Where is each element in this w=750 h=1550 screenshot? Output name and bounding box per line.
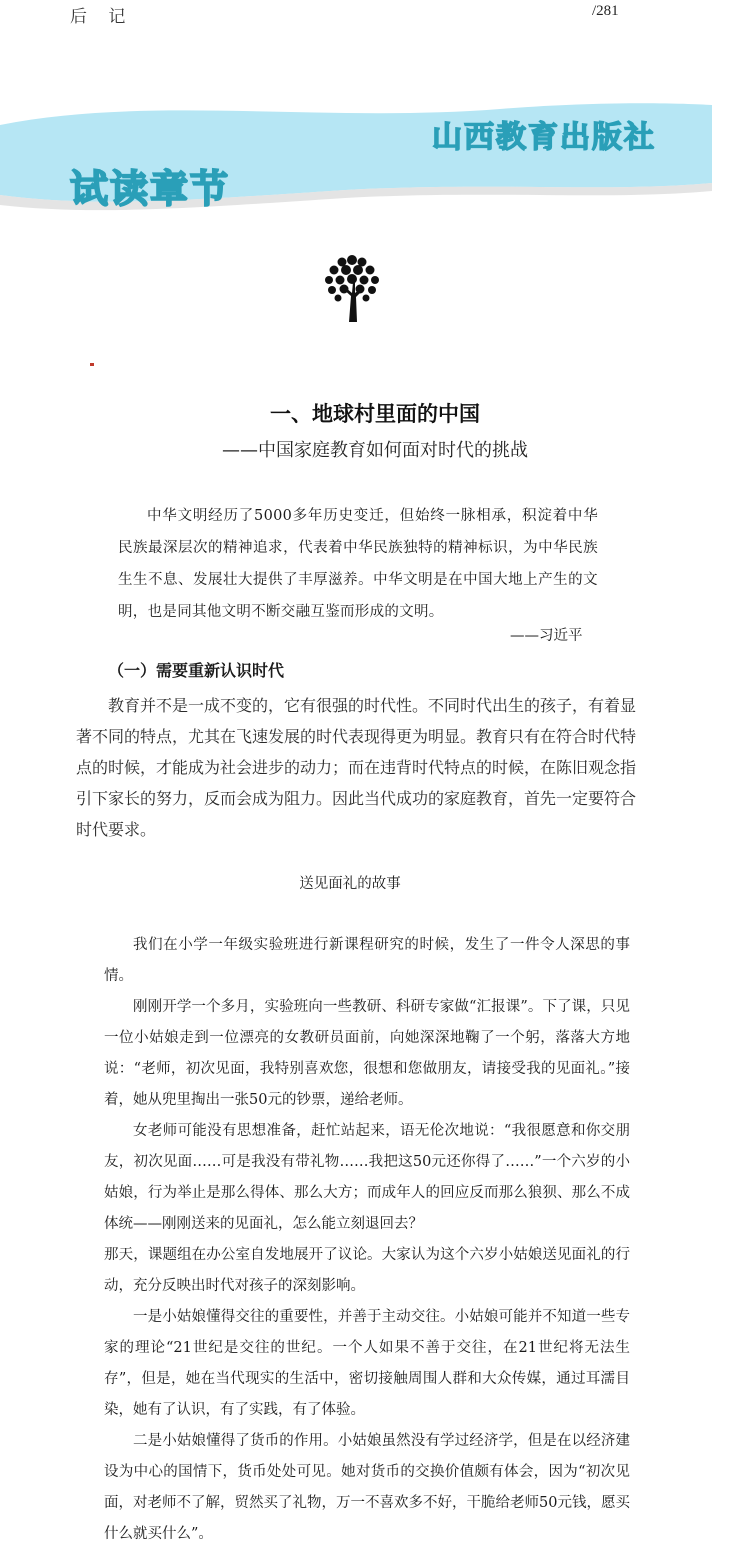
chapter-subtitle: ——中国家庭教育如何面对时代的挑战 — [222, 440, 528, 461]
story-title: 送见面礼的故事 — [299, 876, 401, 892]
story-point: 二是小姑娘懂得了货币的作用。小姑娘虽然没有学过经济学，但是在以经济建设为中心的国情下，货币处处可见。她对货币的交换价值颇有体会，因为“初次见面，对老师不了解，贸然买了礼物，万一不喜欢多不好，干脆给老师50元钱，愿买什么就买什么”。 — [104, 1433, 630, 1542]
story-paragraph: 女老师可能没有思想准备，赶忙站起来，语无伦次地说：“我很愿意和你交朋友，初次见面……可是我没有带礼物……我把这50元还你得了……”一个六岁的小姑娘，行为举止是那么得体、那么大方；而成年人的回应反而那么狼狈、那么不成体统——刚刚送来的见面礼，怎么能立刻退回去？ — [104, 1123, 630, 1232]
story-paragraph: 刚刚开学一个多月，实验班向一些教研、科研专家做“汇报课”。下了课，只见一位小姑娘走到一位漂亮的女教研员面前，向她深深地鞠了一个躬，落落大方地说：“老师，初次见面，我特别喜欢您，很想和您做朋友，请接受我的见面礼。”接着，她从兜里掏出一张50元的钞票，递给老师。 — [104, 999, 630, 1108]
chapter-title: 一、地球村里面的中国 — [270, 402, 480, 426]
story-paragraph: 那天，课题组在办公室自发地展开了议论。大家认为这个六岁小姑娘送见面礼的行动，充分反映出时代对孩子的深刻影响。 — [104, 1247, 630, 1294]
section-intro — [76, 690, 636, 845]
page-number: /281 — [592, 3, 619, 19]
tree-icon — [320, 252, 384, 324]
epigraph-text: 中华文明经历了5000多年历史变迁，但始终一脉相承，积淀着中华民族最深层次的精神追求，代表着中华民族独特的精神标识，为中华民族生生不息、发展壮大提供了丰厚滋养。中华文明是在中国大地上产生的文明，也是同其他文明不断交融互鉴而形成的文明。 — [118, 508, 598, 620]
red-dot-mark — [90, 363, 94, 366]
running-head-section: 后 记 — [70, 7, 134, 27]
publisher-name: 山西教育出版社 — [432, 120, 656, 155]
story-body — [104, 930, 630, 1550]
section-heading: （一）需要重新认识时代 — [108, 661, 285, 680]
intro-paragraph: 教育并不是一成不变的，它有很强的时代性。不同时代出生的孩子，有着显著不同的特点，尤其在飞速发展的时代表现得更为明显。教育只有在符合时代特点的时候，才能成为社会进步的动力；而在违背时代特点的时候，在陈旧观念指引下家长的努力，反而会成为阻力。因此当代成功的家庭教育，首先一定要符合时代要求。 — [76, 696, 637, 839]
story-point: 一是小姑娘懂得交往的重要性，并善于主动交往。小姑娘可能并不知道一些专家的理论“21世纪是交往的世纪。一个人如果不善于交往，在21世纪将无法生存”，但是，她在当代现实的生活中，密切接触周围人群和大众传媒，通过耳濡目染，她有了认识，有了实践，有了体验。 — [104, 1309, 630, 1418]
epigraph-quote — [118, 500, 598, 628]
sample-chapter-label: 试读章节 — [70, 167, 231, 211]
story-paragraph: 我们在小学一年级实验班进行新课程研究的时候，发生了一件令人深思的事情。 — [104, 937, 630, 984]
epigraph-author: ——习近平 — [510, 628, 583, 644]
